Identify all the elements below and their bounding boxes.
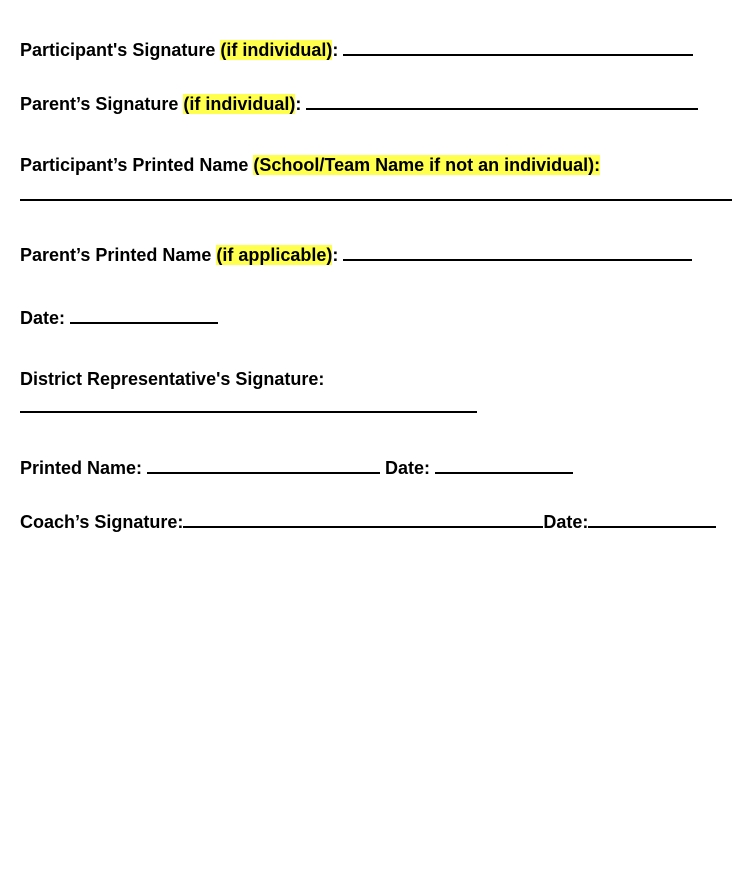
participant-signature-field[interactable] [343, 38, 693, 56]
date-field[interactable] [70, 306, 218, 324]
parent-printed-name-suffix: : [332, 245, 344, 265]
coach-signature-label: Coach’s Signature: [20, 512, 184, 532]
participant-signature-suffix: : [332, 40, 344, 60]
participant-printed-name-field[interactable] [20, 199, 732, 201]
district-rep-signature-field[interactable] [20, 411, 477, 413]
participant-printed-name-row [20, 154, 600, 176]
district-rep-signature-label: District Representative's Signature: [20, 369, 325, 389]
printed-name-date-label: Date: [380, 458, 436, 478]
date-label: Date: [20, 308, 71, 328]
participant-printed-name-label: Participant’s Printed Name [20, 155, 254, 175]
parent-printed-name-highlight: (if applicable) [216, 245, 333, 265]
date-row [20, 306, 218, 329]
parent-signature-field[interactable] [306, 92, 698, 110]
participant-printed-name-highlight: (School/Team Name if not an individual): [253, 155, 601, 175]
parent-printed-name-field[interactable] [343, 243, 692, 261]
printed-name-date-field[interactable] [435, 456, 573, 474]
parent-printed-name-label: Parent’s Printed Name [20, 245, 217, 265]
printed-name-field[interactable] [147, 456, 380, 474]
district-rep-signature-row [20, 368, 324, 390]
parent-signature-label: Parent’s Signature [20, 94, 184, 114]
coach-date-label: Date: [543, 512, 589, 532]
participant-signature-highlight: (if individual) [220, 40, 333, 60]
printed-name-row [20, 456, 573, 479]
parent-signature-suffix: : [295, 94, 307, 114]
coach-signature-row [20, 510, 716, 533]
participant-signature-row [20, 38, 693, 61]
parent-signature-row [20, 92, 698, 115]
coach-date-field[interactable] [588, 510, 716, 528]
parent-signature-highlight: (if individual) [183, 94, 296, 114]
printed-name-label: Printed Name: [20, 458, 148, 478]
coach-signature-field[interactable] [183, 510, 543, 528]
parent-printed-name-row [20, 243, 692, 266]
participant-signature-label: Participant's Signature [20, 40, 221, 60]
